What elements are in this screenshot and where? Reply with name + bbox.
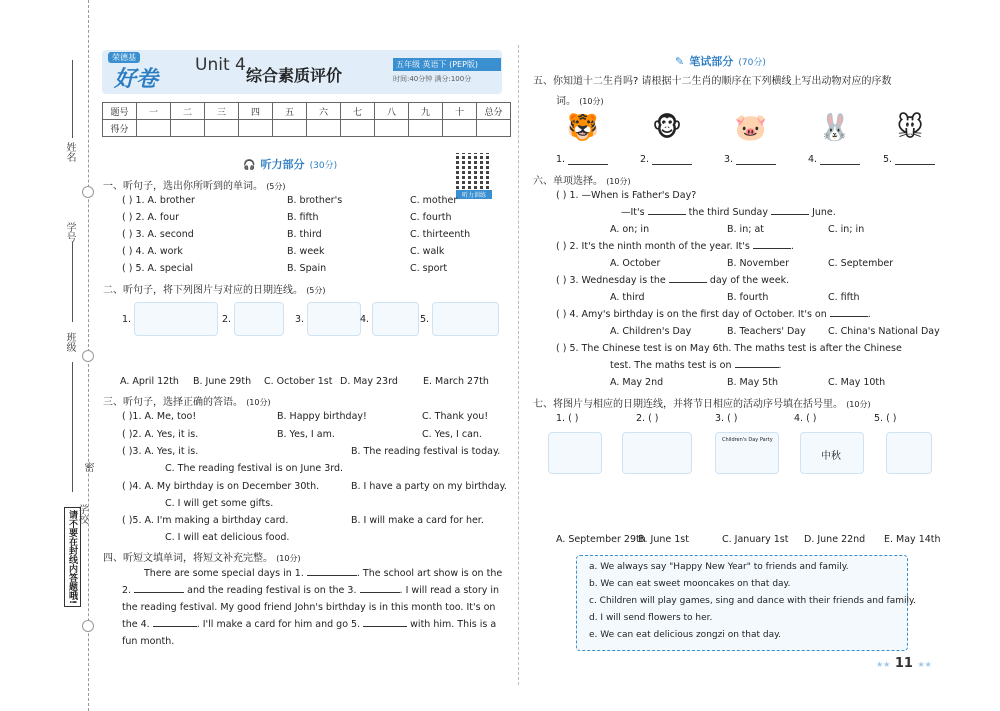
score-cell[interactable] [307, 120, 341, 137]
score-header-cell: 四 [239, 103, 273, 120]
s1-option-b: B. brother's [287, 195, 343, 206]
score-header-cell: 总分 [477, 103, 511, 120]
number-label: 学号 [64, 222, 75, 242]
grade-info [393, 58, 501, 88]
s5-answer-blank[interactable] [568, 164, 608, 165]
s5-title-2: 词。 (10分) [556, 96, 604, 107]
s4-line2: 2. and the reading festival is on the 3. . I will read a story in [122, 585, 500, 596]
s1-option-c: C. thirteenth [410, 229, 471, 240]
s4-line5: fun month. [122, 636, 175, 647]
headphone-icon: 🎧 [243, 160, 256, 171]
activity-e: e. We can eat delicious zongzi on that day. [589, 630, 782, 640]
s6-option: B. in; at [727, 224, 764, 235]
s2-title: 二、听句子，将下列图片与对应的日期连线。 (5分) [103, 285, 326, 296]
blank-5[interactable] [363, 626, 407, 627]
score-value-row [103, 120, 511, 137]
s2-date: E. March 27th [423, 376, 489, 387]
score-cell[interactable] [477, 120, 511, 137]
margin-note: 请不要在封线内答题哦! [64, 507, 81, 607]
pig-icon: 🐷 [730, 108, 772, 148]
s3-q1-b: B. Happy birthday! [277, 411, 367, 422]
s1-option-c: C. mother [410, 195, 458, 206]
page-number: ★★ 11 ★★ [876, 656, 932, 671]
blank-s6-1a[interactable] [648, 214, 686, 215]
s6-option: C. in; in [828, 224, 865, 235]
blank-s6-4[interactable] [830, 316, 868, 317]
s3-q3-c: C. The reading festival is on June 3rd. [165, 463, 344, 474]
binding-hole [82, 350, 94, 362]
s1-option-b: B. Spain [287, 263, 327, 274]
s3-q4-b: B. I have a party on my birthday. [351, 481, 507, 492]
s1-title: 一、听句子，选出你所听到的单词。 (5分) [103, 181, 286, 192]
score-cell[interactable] [341, 120, 375, 137]
s7-picture [622, 432, 692, 474]
s1-item: ( ) 3. A. second [122, 229, 194, 240]
score-cell[interactable] [205, 120, 239, 137]
s6-option: C. China's National Day [828, 326, 940, 337]
s2-pic-number: 4. [360, 314, 370, 325]
s2-date: C. October 1st [264, 376, 333, 387]
publisher-tag: 荣德基 [108, 52, 140, 63]
score-header-cell: 题号 [103, 103, 137, 120]
s3-q4: ( )4. A. My birthday is on December 30th. [122, 481, 320, 492]
s5-answer-blank[interactable] [820, 164, 860, 165]
mid-autumn-text: 中秋 [821, 451, 841, 462]
score-header-cell: 一 [137, 103, 171, 120]
s3-q5-b: B. I will make a card for her. [351, 515, 484, 526]
s4-line4: the 4. . I'll make a card for him and go 5. with him. This is a [122, 619, 497, 630]
s7-picture [548, 432, 602, 474]
s6-option: B. fourth [727, 292, 769, 303]
activity-box [576, 555, 916, 651]
s5-number: 3. [724, 154, 734, 165]
s1-item: ( ) 1. A. brother [122, 195, 195, 206]
score-cell[interactable] [443, 120, 477, 137]
page-divider [518, 45, 519, 685]
unit-label: Unit 4 [195, 55, 246, 75]
s1-item: ( ) 5. A. special [122, 263, 194, 274]
name-label: 姓名 [64, 142, 75, 162]
s6-option: C. September [828, 258, 894, 269]
s6-option: A. on; in [610, 224, 650, 235]
s3-title: 三、听句子，选择正确的答语。 (10分) [103, 397, 271, 408]
activity-c: c. Children will play games, sing and dance with their friends and family. [589, 596, 916, 606]
monkey-icon: 🐵 [646, 108, 688, 148]
score-header-cell: 八 [375, 103, 409, 120]
s3-q5-c: C. I will eat delicious food. [165, 532, 290, 543]
s5-answer-blank[interactable] [895, 164, 935, 165]
class-line [72, 362, 73, 492]
listening-title: 听力部分 [260, 158, 305, 171]
blank-1[interactable] [307, 575, 357, 576]
seal-mark: 密 [82, 462, 93, 472]
s2-picture [432, 302, 499, 336]
score-header-cell: 二 [171, 103, 205, 120]
s1-option-c: C. fourth [410, 212, 452, 223]
s2-date: A. April 12th [120, 376, 179, 387]
score-header-cell: 七 [341, 103, 375, 120]
score-cell[interactable] [171, 120, 205, 137]
writing-points: (70分) [738, 58, 766, 68]
activity-a: a. We always say "Happy New Year" to friends and family. [589, 562, 849, 572]
score-header-row [103, 103, 511, 120]
score-header-cell: 十 [443, 103, 477, 120]
tiger-icon: 🐯 [562, 108, 604, 148]
s7-date: E. May 14th [884, 534, 941, 545]
number-line [72, 242, 73, 322]
s4-line3: the reading festival. My good friend John's birthday is in this month too. It's on [122, 602, 496, 613]
qr-code-pattern [456, 153, 492, 189]
blank-s6-1b[interactable] [771, 214, 809, 215]
s5-number: 5. [883, 154, 893, 165]
blank-3[interactable] [360, 592, 400, 593]
s2-picture [134, 302, 218, 336]
s1-option-c: C. walk [410, 246, 445, 257]
s6-title: 六、单项选择。 (10分) [533, 176, 631, 187]
s6-option: B. November [727, 258, 789, 269]
s3-q3: ( )3. A. Yes, it is. [122, 446, 199, 457]
qr-label: 听力训练 [456, 190, 492, 199]
s1-option-b: B. fifth [287, 212, 319, 223]
s2-pic-number: 5. [420, 314, 430, 325]
s6-option: A. October [610, 258, 661, 269]
score-table [102, 102, 511, 137]
s7-number: 3. ( ) [715, 413, 738, 424]
logo [104, 52, 180, 92]
score-header-cell: 九 [409, 103, 443, 120]
score-cell[interactable] [375, 120, 409, 137]
activity-b: b. We can eat sweet mooncakes on that day. [589, 579, 791, 589]
s5-number: 1. [556, 154, 566, 165]
s7-date: C. January 1st [722, 534, 789, 545]
s6-q4: ( ) 4. Amy's birthday is on the first day of October. It's on . [556, 309, 871, 320]
s3-q4-c: C. I will get some gifts. [165, 498, 274, 509]
s2-pic-number: 2. [222, 314, 232, 325]
s3-q1-c: C. Thank you! [422, 411, 489, 422]
s2-picture [234, 302, 284, 336]
s1-item: ( ) 2. A. four [122, 212, 179, 223]
s7-picture [800, 432, 864, 474]
s7-date: B. June 1st [638, 534, 689, 545]
s5-number: 2. [640, 154, 650, 165]
s6-option: A. Children's Day [610, 326, 692, 337]
star-icon: ★★ [876, 660, 891, 669]
activity-d: d. I will send flowers to her. [589, 613, 713, 623]
s2-date: B. June 29th [193, 376, 252, 387]
s5-answer-blank[interactable] [652, 164, 692, 165]
s7-number: 5. ( ) [874, 413, 897, 424]
s3-q2-c: C. Yes, I can. [422, 429, 482, 440]
name-line [72, 60, 73, 138]
s4-line1: There are some special days in 1. . The school art show is on the [144, 568, 503, 579]
s7-picture [715, 432, 779, 474]
score-header-cell: 五 [273, 103, 307, 120]
writing-title: 笔试部分 [689, 55, 734, 68]
s1-item: ( ) 4. A. work [122, 246, 183, 257]
s5-answer-blank[interactable] [736, 164, 776, 165]
time-label: 时间:40分钟 满分:100分 [393, 75, 472, 83]
s3-q5: ( )5. A. I'm making a birthday card. [122, 515, 289, 526]
s3-q1: ( )1. A. Me, too! [122, 411, 197, 422]
s2-pic-number: 1. [122, 314, 132, 325]
s2-picture [372, 302, 419, 336]
school-label: 学校 [76, 504, 87, 524]
s3-q3-b: B. The reading festival is today. [351, 446, 501, 457]
grade-label: 五年级 英语下 (PEP版) [393, 58, 501, 71]
score-cell[interactable] [137, 120, 171, 137]
s1-option-b: B. week [287, 246, 325, 257]
s6-option: A. May 2nd [610, 377, 664, 388]
s6-q1: ( ) 1. —When is Father's Day? [556, 190, 697, 201]
logo-text: 好卷 [114, 67, 159, 92]
blank-s6-2[interactable] [753, 248, 791, 249]
pencil-icon: ✎ [675, 55, 685, 68]
s6-q5-b: test. The maths test is on . [610, 360, 782, 371]
score-header-cell: 三 [205, 103, 239, 120]
s6-q3: ( ) 3. Wednesday is the day of the week. [556, 275, 790, 286]
s7-date: D. June 22nd [804, 534, 866, 545]
s6-option: B. Teachers' Day [727, 326, 806, 337]
blank-4[interactable] [153, 626, 197, 627]
score-row-label: 得分 [103, 120, 137, 137]
s3-q2: ( )2. A. Yes, it is. [122, 429, 199, 440]
s4-title: 四、听短文填单词，将短文补充完整。 (10分) [103, 553, 301, 564]
blank-2[interactable] [134, 592, 184, 593]
mouse-icon: 🐭 [889, 108, 931, 148]
score-header-cell: 六 [307, 103, 341, 120]
score-cell[interactable] [273, 120, 307, 137]
s3-q2-b: B. Yes, I am. [277, 429, 335, 440]
blank-s6-3[interactable] [669, 282, 707, 283]
s7-number: 4. ( ) [794, 413, 817, 424]
s7-number: 1. ( ) [556, 413, 579, 424]
binding-hole [82, 186, 94, 198]
party-banner: Children's Day Party [722, 437, 773, 443]
s7-picture [886, 432, 932, 474]
s5-number: 4. [808, 154, 818, 165]
listening-heading [243, 153, 337, 172]
s6-option: C. fifth [828, 292, 860, 303]
listening-points: (30分) [309, 161, 338, 171]
class-label: 班级 [64, 332, 75, 352]
s2-pic-number: 3. [295, 314, 305, 325]
star-icon: ★★ [917, 660, 932, 669]
blank-s6-5[interactable] [735, 367, 779, 368]
s6-q2: ( ) 2. It's the ninth month of the year. It's . [556, 241, 794, 252]
score-cell[interactable] [239, 120, 273, 137]
s6-option: A. third [610, 292, 645, 303]
page-title: 综合素质评价 [246, 66, 343, 85]
s6-q5: ( ) 5. The Chinese test is on May 6th. The maths test is after the Chinese [556, 343, 902, 354]
binding-hole [82, 620, 94, 632]
s6-q1-answer: —It's the third Sunday June. [621, 207, 836, 218]
s7-number: 2. ( ) [636, 413, 659, 424]
s5-title: 五、你知道十二生肖吗? 请根据十二生肖的顺序在下列横线上写出动物对应的序数 [533, 76, 892, 87]
score-cell[interactable] [409, 120, 443, 137]
s7-title: 七、将图片与相应的日期连线，并将节日相应的活动序号填在括号里。 (10分) [533, 399, 871, 410]
rabbit-icon: 🐰 [814, 108, 856, 148]
s6-option: C. May 10th [828, 377, 886, 388]
s1-option-c: C. sport [410, 263, 448, 274]
s7-date: A. September 29th [556, 534, 646, 545]
s1-option-b: B. third [287, 229, 322, 240]
s2-picture [307, 302, 361, 336]
writing-heading [675, 50, 766, 69]
s2-date: D. May 23rd [340, 376, 398, 387]
s6-option: B. May 5th [727, 377, 779, 388]
